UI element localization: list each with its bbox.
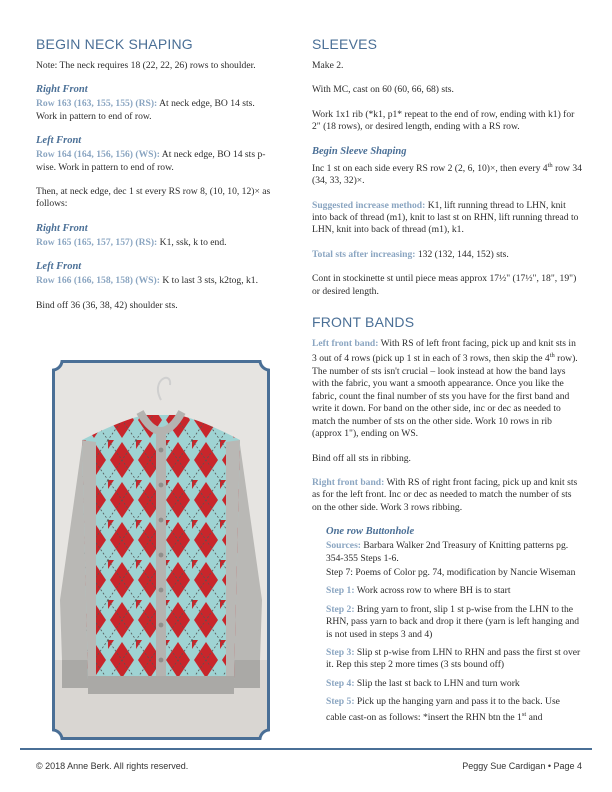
left-band-text-b: row). The number of sts isn't crucial – look instead at how the band lays with the fabric, you want a smooth appearance. Once you like the fabric, count the final number of sts you have for the first band and write it down. For band on the other side, inc or dec as needed to match the number of sts on the other side. Work 10 rows in rib (approx 1"), ending on WS. xyxy=(312,353,578,440)
sources-text: Barbara Walker 2nd Treasury of Knitting patterns pg. 354-355 Steps 1-6. xyxy=(326,540,569,564)
right-band-label: Right front band: xyxy=(312,476,385,488)
footer-copyright: © 2018 Anne Berk. All rights reserved. xyxy=(36,761,189,771)
row-text: K to last 3 sts, k2tog, k1. xyxy=(159,275,258,287)
right-front-heading-1: Right Front xyxy=(36,84,88,96)
left-band-label: Left front band: xyxy=(312,338,379,350)
neck-note: Note: The neck requires 18 (22, 22, 26) rows to shoulder. xyxy=(36,60,256,71)
make-two: Make 2. xyxy=(312,60,344,71)
step-3 xyxy=(326,647,582,672)
sleeves-heading: SLEEVES xyxy=(312,36,378,52)
right-front-heading-2: Right Front xyxy=(36,222,88,234)
right-front-row-163 xyxy=(36,98,276,123)
right-column xyxy=(312,36,582,730)
right-band-text: With RS of right front facing, pick up and knit sts as for the left front. Inc or dec as needed to match the number of sts on the other side. Work 3 rows ribbing. xyxy=(312,476,578,513)
step-text-b: and xyxy=(526,711,543,723)
step-label: Step 3: xyxy=(326,646,355,658)
front-bands-heading: FRONT BANDS xyxy=(312,314,415,331)
increase-text-b: row 34 (34, 33, 32)×. xyxy=(312,162,582,187)
step-label: Step 4: xyxy=(326,677,355,689)
superscript: st xyxy=(521,710,527,718)
then-dec-text: Then, at neck edge, dec 1 st every RS row 8, (10, 10, 12)× as follows: xyxy=(36,186,271,210)
step-7-note: Step 7: Poems of Color pg. 74, modification by Nancie Wiseman xyxy=(326,566,576,578)
step-1 xyxy=(326,585,582,597)
row-label: Row 163 (163, 155, 155) (RS): xyxy=(36,98,158,110)
step-2 xyxy=(326,604,582,641)
row-text: At neck edge, BO 14 sts p-wise. Work in pattern to end of row. xyxy=(36,149,266,173)
total-text: 132 (132, 144, 152) sts. xyxy=(415,248,509,260)
left-front-heading-2: Left Front xyxy=(36,261,82,273)
increase-text xyxy=(312,160,582,188)
left-front-row-166 xyxy=(36,275,276,287)
step-5 xyxy=(326,696,582,724)
cast-on-text: With MC, cast on 60 (60, 66, 68) sts. xyxy=(312,84,454,96)
sources-label: Sources: xyxy=(326,540,361,552)
step-label: Step 5: xyxy=(326,696,355,708)
step-4 xyxy=(326,678,582,690)
superscript: th xyxy=(549,352,555,360)
rib-text: Work 1x1 rib (*k1, p1* repeat to the end of row, ending with k1) for 2" (18 rows), or desired length, ending with a RS row. xyxy=(312,108,575,133)
buttonhole-heading: One row Buttonhole xyxy=(326,526,415,538)
total-label: Total sts after increasing: xyxy=(312,248,416,260)
step-text-a: Pick up the hanging yarn and pass it to the back. Use cable cast-on as follows: *insert the RHN btn the 1 xyxy=(326,696,560,723)
left-column xyxy=(36,36,276,320)
suggested-label: Suggested increase method: xyxy=(312,199,426,211)
left-front-band xyxy=(312,338,582,440)
buttonhole-section xyxy=(312,526,582,724)
step-text: Slip the last st back to LHN and turn work xyxy=(354,677,520,689)
left-front-heading-1: Left Front xyxy=(36,135,82,147)
sleeve-shaping-heading: Begin Sleeve Shaping xyxy=(312,145,407,157)
right-front-band xyxy=(312,477,582,514)
step-text: Bring yarn to front, slip 1 st p-wise from the LHN to the RHN, pass yarn to back and drop it there (yarn is left hanging and is not used in steps 3 and 4) xyxy=(326,603,580,640)
increase-text-a: Inc 1 st on each side every RS row 2 (2, 6, 10)×, then every 4 xyxy=(312,162,548,174)
suggested-method xyxy=(312,200,582,237)
step-label: Step 1: xyxy=(326,585,355,597)
step-text: Slip st p-wise from LHN to RHN and pass the first st over it. Rep this step 2 more times (3 sts bound off) xyxy=(326,646,581,671)
bind-off-ribbing: Bind off all sts in ribbing. xyxy=(312,452,411,464)
footer-divider xyxy=(20,748,592,750)
sources xyxy=(326,540,582,565)
left-front-row-164 xyxy=(36,149,276,174)
right-front-row-165 xyxy=(36,237,276,249)
step-label: Step 2: xyxy=(326,603,355,615)
row-label: Row 164 (164, 156, 156) (WS): xyxy=(36,149,160,161)
row-label: Row 165 (165, 157, 157) (RS): xyxy=(36,236,158,248)
cardigan-photo xyxy=(52,360,270,740)
row-label: Row 166 (166, 158, 158) (WS): xyxy=(36,275,160,287)
footer-page-number: Peggy Sue Cardigan • Page 4 xyxy=(462,761,582,771)
step-text: Work across row to where BH is to start xyxy=(354,585,511,597)
row-text: K1, ssk, k to end. xyxy=(157,236,227,248)
superscript: th xyxy=(547,161,553,169)
total-sts xyxy=(312,249,582,261)
bind-off-shoulder: Bind off 36 (36, 38, 42) shoulder sts. xyxy=(36,299,178,311)
row-text: At neck edge, BO 14 sts. Work in pattern to end of row. xyxy=(36,98,255,122)
neck-shaping-heading: BEGIN NECK SHAPING xyxy=(36,36,193,52)
suggested-text: K1, lift running thread to LHN, knit into back of thread (m1), knit to last st on RHN, lift running thread to LHN, knit into back of thread (m1), k1. xyxy=(312,199,579,236)
cont-text: Cont in stockinette st until piece meas approx 17½" (17½", 18", 19") or desired length. xyxy=(312,273,577,297)
left-band-text-a: With RS of left front facing, pick up and knit sts in 3 out of 4 rows (pick up 1 st in each of 3 rows, then skip the 4 xyxy=(312,338,576,365)
